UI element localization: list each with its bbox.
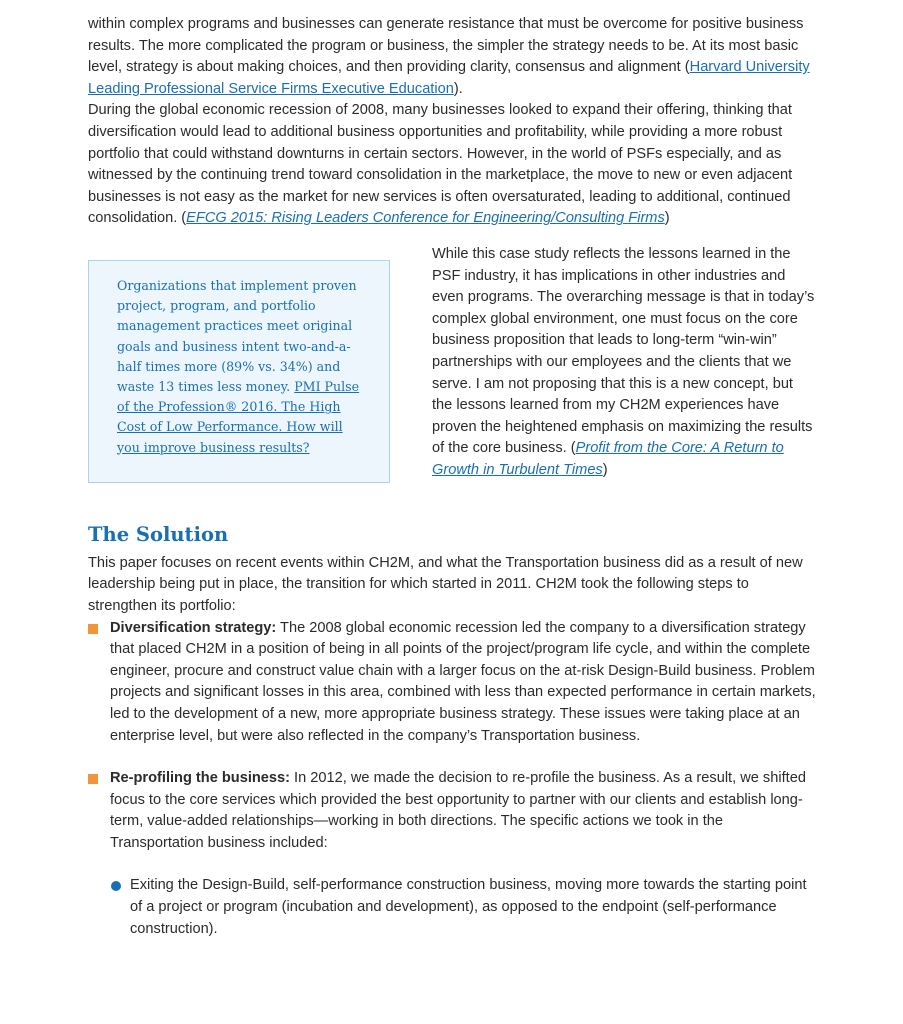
case-study-paragraph [432,244,817,482]
paragraph-text: within complex programs and businesses can generate resistance that must be overcome for positive business results. The more complicated the program or business, the simpler the strategy needs to be. At its most basic level, strategy is about making choices, and then providing clarity, consensus and alignment ( [88,16,804,76]
transportation-actions-list [88,875,818,940]
paragraph-text: During the global economic recession of 2008, many businesses looked to expand their offering, thinking that diversification would lead to additional business opportunities and profitability, while providing a more robust portfolio that could withstand downturns in certain sectors. However, in the world of PSFs especially, and as witnessed by the continuing trend toward consolidation in the marketplace, the move to new or even adjacent businesses is not easy as the market for new services is often oversaturated, leading to additional, continued consolidation. ( [88,102,793,227]
paragraph-text: ) [664,210,670,227]
list-item [110,875,818,940]
profit-from-core-link[interactable]: Profit from the Core: A Return to Growth in Turbulent Times [432,440,784,478]
case-study-column [432,244,817,482]
intro-paragraph-1 [88,14,818,100]
paragraph-text: While this case study reflects the lessons learned in the PSF industry, it has implications in other industries and even programs. The overarching message is that in today’s complex global environment, one must focus on the core business proposition that leads to long-term “win-win” partnerships with our employees and the clients that we serve. I am not proposing that this is a new concept, but the lessons learned from my CH2M experiences have proven the heightened emphasis on maximizing the results of the core business. ( [432,245,815,457]
two-column-section [88,244,818,483]
list-item [88,618,818,748]
pmi-callout-box [88,260,390,483]
harvard-reference-link[interactable]: Harvard University Leading Professional Service Firms Executive Education [88,59,810,97]
square-bullet-icon [88,774,98,784]
intro-paragraph-2 [88,100,818,230]
callout-text: Organizations that implement proven project, program, and portfolio management practices meet original goals and business intent two-and-a-half times more (89% vs. 34%) and waste 13 times less money. [117,277,357,394]
bullet-title: Re-profiling the business: [110,770,290,787]
document-page [88,14,818,940]
pmi-pulse-link[interactable]: PMI Pulse of the Profession® 2016. The High Cost of Low Performance. How will you improve business results? [117,378,360,455]
list-item [88,768,818,854]
section-heading-solution: The Solution [88,522,229,546]
solution-steps-list [88,618,818,855]
sub-bullet-text: Exiting the Design-Build, self-performance construction business, moving more towards the starting point of a project or program (incubation and development), as opposed to the endpoint (self-performance construction). [130,877,807,937]
paragraph-text: ). [453,80,463,97]
round-bullet-icon [111,881,121,891]
bullet-title: Diversification strategy: [110,619,277,636]
paragraph-text: ) [602,461,608,478]
bullet-text: The 2008 global economic recession led the company to a diversification strategy that placed CH2M in a position of being in all points of the project/program life cycle, and within the complete engineer, procure and construct value chain with a larger focus on the at-risk Design-Build business. Problem projects and significant losses in this area, combined with less than expected performance in certain markets, led to the development of a new, more appropriate business strategy. These issues were taking place at an enterprise level, but were also reflected in the company’s Transportation business. [110,619,816,744]
square-bullet-icon [88,624,98,634]
efcg-reference-link[interactable]: EFCG 2015: Rising Leaders Conference for Engineering/Consulting Firms [186,210,665,227]
solution-intro-paragraph: This paper focuses on recent events within CH2M, and what the Transportation business did as a result of new leadership being put in place, the transition for which started in 2011. CH2M took the following steps to strengthen its portfolio: [88,554,803,614]
bullet-text: In 2012, we made the decision to re-profile the business. As a result, we shifted focus to the core services which provided the best opportunity to partner with our clients and establish long-term, value-added relationships—working in both directions. The specific actions we took in the Transportation business included: [110,770,806,851]
